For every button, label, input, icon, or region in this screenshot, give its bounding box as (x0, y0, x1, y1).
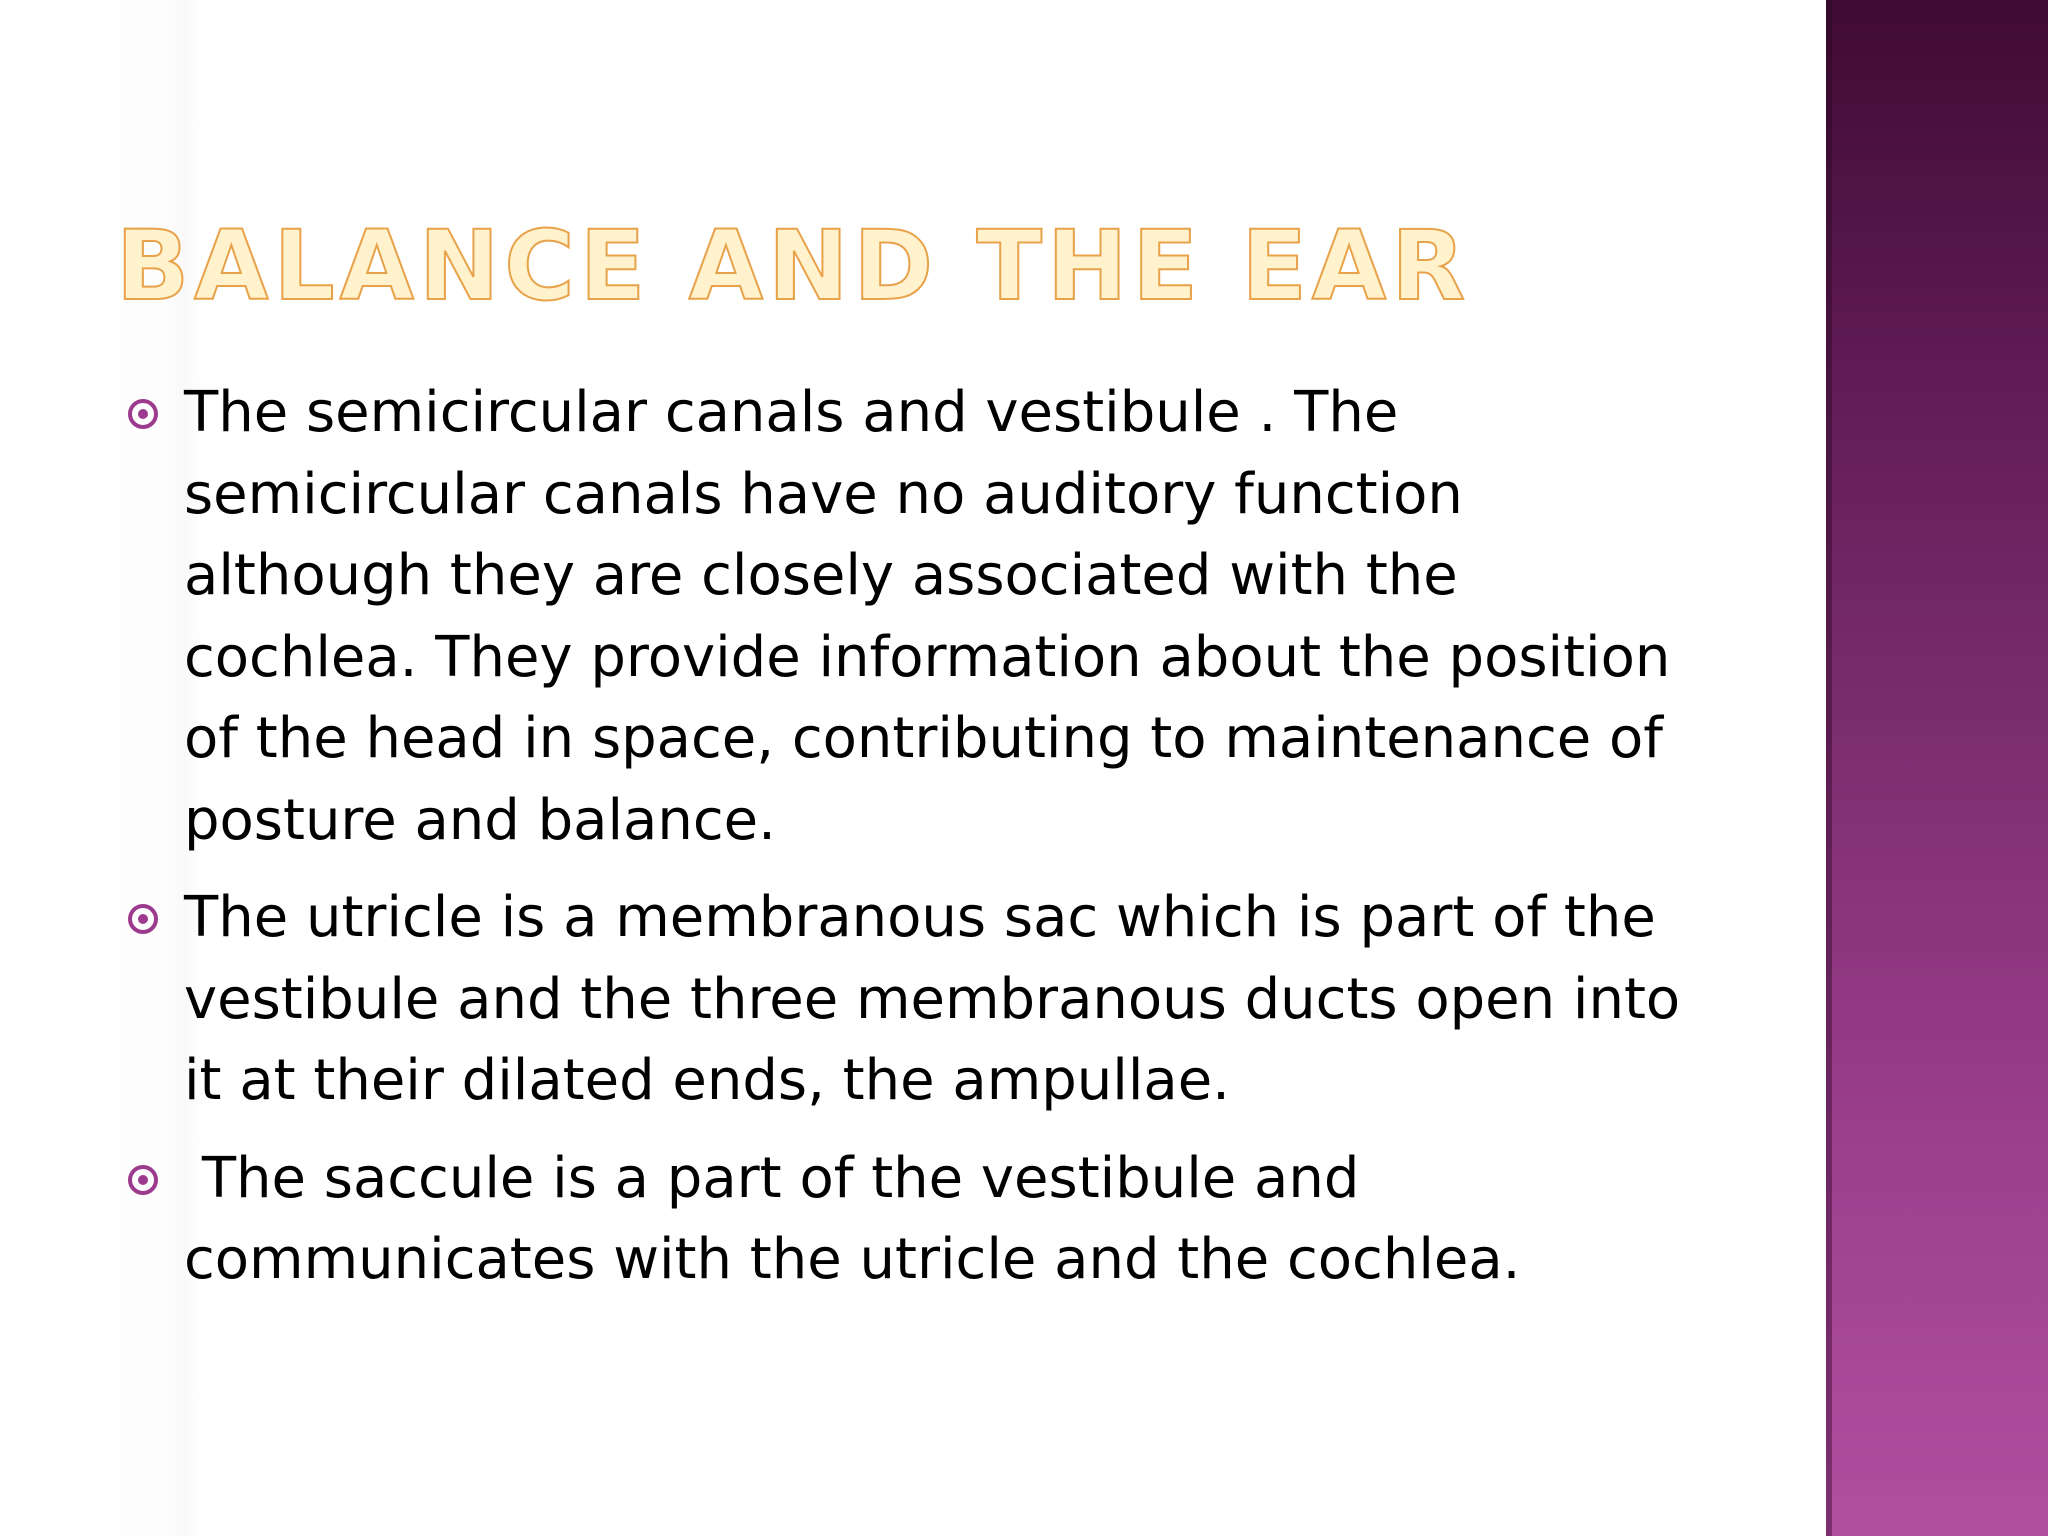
bullet-item (128, 372, 1708, 861)
decorative-side-band (1826, 0, 2048, 1536)
slide-title: BALANCE AND THE EAR (116, 210, 1471, 322)
circled-dot-icon (128, 904, 158, 934)
bullet-item (128, 1138, 1708, 1301)
bullet-list (128, 372, 1708, 1317)
circled-dot-icon (128, 1165, 158, 1195)
bullet-text: The semicircular canals and vestibule . The semicircular canals have no auditory function although they are closely associated with the cochlea. They provide information about the position of the head in space, contributing to maintenance of posture and balance. (184, 380, 1671, 853)
circled-dot-icon (128, 399, 158, 429)
bullet-text: The utricle is a membranous sac which is part of the vestibule and the three membranous ducts open into it at their dilated ends, the ampullae. (184, 885, 1681, 1113)
bullet-text: The saccule is a part of the vestibule and communicates with the utricle and the cochlea. (184, 1145, 1521, 1292)
bullet-item (128, 877, 1708, 1122)
